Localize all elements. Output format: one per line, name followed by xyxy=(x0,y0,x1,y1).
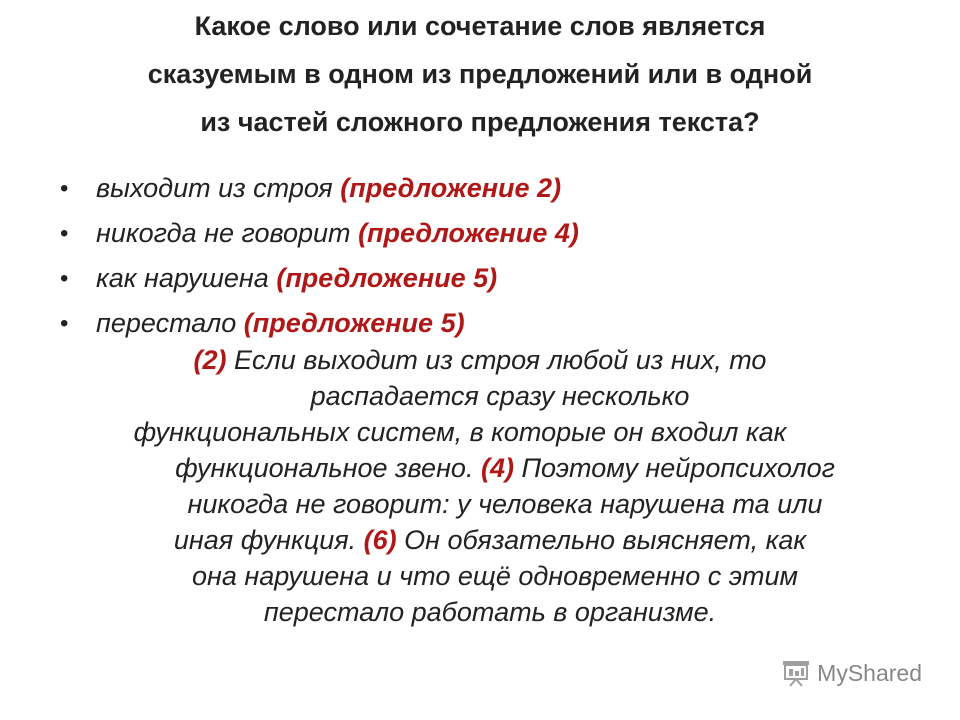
sentence-number: (6) xyxy=(363,525,397,555)
passage-text: иная функция. xyxy=(173,525,364,555)
option-sentence-ref: (предложение 5) xyxy=(243,308,465,338)
myshared-watermark xyxy=(781,656,922,690)
question-title xyxy=(40,2,920,146)
option-text: как нарушена xyxy=(96,263,269,293)
passage-text: Если выходит из строя любой из них, то xyxy=(226,345,767,375)
watermark-text: MyShared xyxy=(817,659,922,686)
passage-text: Поэтому нейропсихолог xyxy=(513,453,835,483)
passage-line: перестало работать в организме. xyxy=(263,597,717,627)
text-passage xyxy=(40,342,920,630)
sentence-number: (4) xyxy=(480,453,514,483)
passage-line: она нарушена и что ещё одновременно с этим xyxy=(191,561,799,591)
passage-line xyxy=(40,342,920,378)
bullet-icon: • xyxy=(60,310,69,337)
answer-option xyxy=(60,211,579,256)
passage-text: функциональное звено. xyxy=(175,453,481,483)
passage-line: распадается сразу несколько xyxy=(310,381,690,411)
option-sentence-ref: (предложение 5) xyxy=(276,263,498,293)
option-text: перестало xyxy=(96,308,237,338)
option-text: выходит из строя xyxy=(96,173,333,203)
bullet-icon: • xyxy=(60,220,69,247)
sentence-number: (2) xyxy=(193,345,227,375)
title-line-2: сказуемым в одном из предложений или в одной xyxy=(147,59,813,89)
passage-line xyxy=(90,450,920,486)
option-text: никогда не говорит xyxy=(96,218,351,248)
answer-option xyxy=(60,166,579,211)
answer-option xyxy=(60,256,579,301)
answer-options-list xyxy=(60,166,579,346)
title-line-3: из частей сложного предложения текста? xyxy=(200,107,760,137)
passage-text: Он обязательно выясняет, как xyxy=(396,525,807,555)
answer-option xyxy=(60,301,579,346)
passage-line: функциональных систем, в которые он входил как xyxy=(133,417,787,447)
option-sentence-ref: (предложение 2) xyxy=(340,173,562,203)
passage-line: никогда не говорит: у человека нарушена та или xyxy=(187,489,823,519)
projector-screen-icon xyxy=(781,659,811,687)
passage-line xyxy=(60,522,920,558)
title-line-1: Какое слово или сочетание слов является xyxy=(194,11,766,41)
bullet-icon: • xyxy=(60,175,69,202)
bullet-icon: • xyxy=(60,265,69,292)
option-sentence-ref: (предложение 4) xyxy=(358,218,579,248)
